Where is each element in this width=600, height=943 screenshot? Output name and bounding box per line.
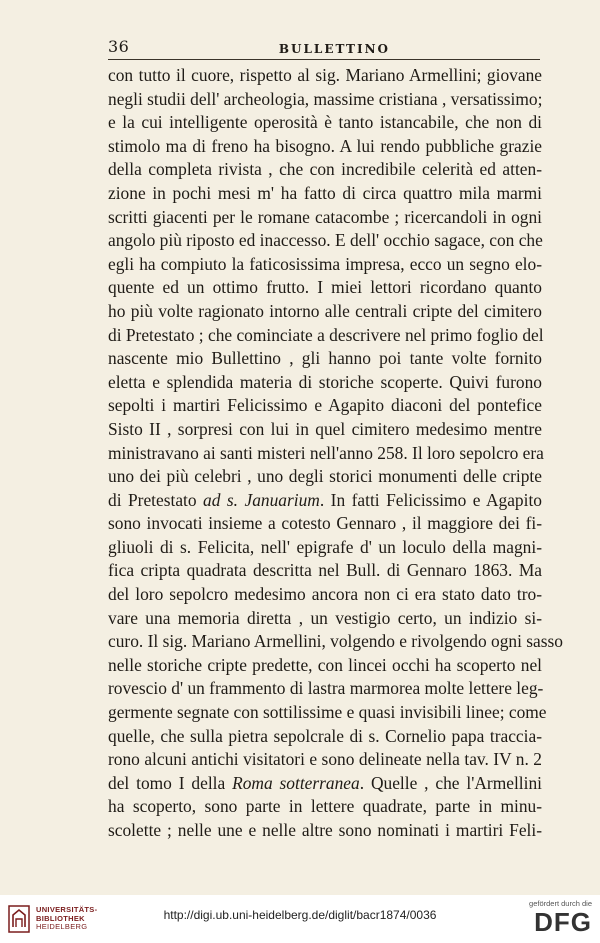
dfg-logo: DFG [534, 907, 592, 937]
text-segment: del tomo I della [108, 772, 233, 793]
text-line: quelle, che sulla pietra sepolcrale di s. Cornelio papa traccia- [108, 725, 542, 746]
text-line: angolo più riposto ed inaccesso. E dell' occhio sagace, con che [108, 230, 543, 251]
text-line-with-italic [108, 489, 542, 513]
text-line: del loro sepolcro medesimo ancora non ci era stato dato tro- [108, 584, 542, 605]
paragraph-block-1 [108, 64, 542, 489]
page-header [108, 32, 540, 60]
text-line: zione in pochi mesi m' ha fatto di circa quattro mila marmi [108, 182, 542, 203]
text-line: Sisto II , sorpresi con lui in quel cimitero medesimo mentre [108, 418, 542, 439]
running-title: BULLETTINO [278, 42, 390, 56]
text-line: con tutto il cuore, rispetto al sig. Mariano Armellini; giovane [108, 65, 542, 85]
text-line: gliuoli di s. Felicita, nell' epigrafe d' un loculo della magni- [108, 536, 542, 557]
text-line: germente segnate con sottilissime e quasi invisibili linee; come [108, 702, 547, 723]
text-line: di Pretestato ; che cominciate a descrivere nel primo foglio del [108, 324, 544, 345]
text-segment: di Pretestato [108, 489, 204, 510]
text-line-with-italic [108, 772, 542, 796]
text-line: stimolo ma di freno ha bisogno. A lui rendo pubbliche grazie [108, 135, 542, 156]
text-line: e la cui intelligente operosità è tanto istancabile, che non di [108, 112, 542, 133]
text-line: della completa rivista , che con incredibile celerità ed atten- [108, 159, 542, 180]
text-segment: . In fatti Felicissimo e Agapito [319, 489, 542, 510]
text-line: eletta e splendida materia di storiche scoperte. Quivi furono [108, 371, 542, 392]
text-line: nascente mio Bullettino , gli hanno poi tante volte fornito [108, 348, 542, 369]
library-name-line: BIBLIOTHEK [36, 913, 85, 923]
italic-title: ad s. Januarium [203, 489, 320, 510]
text-line: quente ed un ottimo frutto. I miei lettori ricordano quanto [108, 277, 542, 298]
text-line: curo. Il sig. Mariano Armellini, volgendo e rivolgendo ogni sasso [108, 631, 563, 652]
text-line: ho più volte ragionato intorno alle centrali cripte del cimitero [108, 300, 542, 321]
paragraph-block-3 [108, 795, 542, 842]
text-line: ministravano ai santi misteri nell'anno 258. Il loro sepolcro era [108, 442, 544, 463]
page-number: 36 [108, 37, 130, 56]
text-line: rovescio d' un frammento di lastra marmorea molte lettere leg- [108, 678, 544, 699]
funding-logo[interactable] [529, 899, 592, 936]
paragraph-block-2 [108, 512, 563, 772]
text-line: nelle storiche cripte predette, con lincei occhi ha scoperto nel [108, 654, 542, 675]
text-line: sono invocati insieme a cotesto Gennaro , il maggiore dei fi- [108, 513, 542, 534]
text-line: egli ha compiuto la faticosissima impresa, ecco un segno elo- [108, 253, 542, 274]
body-text [108, 64, 563, 843]
library-name-line: UNIVERSITÄTS- [36, 905, 98, 915]
text-line: scolette ; nelle une e nelle altre sono nominati i martiri Feli- [108, 820, 542, 840]
text-line: rono alcuni antichi visitatori e sono delineate nella tav. IV n. 2 [108, 749, 542, 770]
text-line: fica cripta quadrata descritta nel Bull. di Gennaro 1863. Ma [108, 560, 542, 581]
text-line: ha scoperto, sono parte in lettere quadrate, parte in minu- [108, 796, 542, 817]
text-line: sepolti i martiri Felicissimo e Agapito diaconi del pontefice [108, 395, 542, 416]
text-segment: . Quelle , che l'Armellini [359, 772, 542, 793]
text-line: scritti giacenti per le romane catacombe ; ricercandoli in ogni [108, 206, 542, 227]
text-line: negli studii dell' archeologia, massime cristiana , versatissimo; [108, 88, 543, 109]
library-name-line: HEIDELBERG [36, 922, 88, 932]
permalink-url[interactable]: http://digi.ub.uni-heidelberg.de/diglit/bacr1874/0036 [163, 908, 437, 922]
viewer-footer [0, 895, 600, 943]
text-line: vare una memoria diretta , un vestigio certo, un indizio si- [108, 607, 542, 628]
text-line: uno dei più celebri , uno degli storici monumenti delle cripte [108, 466, 542, 487]
funding-caption: gefördert durch die [529, 899, 592, 908]
italic-title: Roma sotterranea [232, 772, 360, 793]
